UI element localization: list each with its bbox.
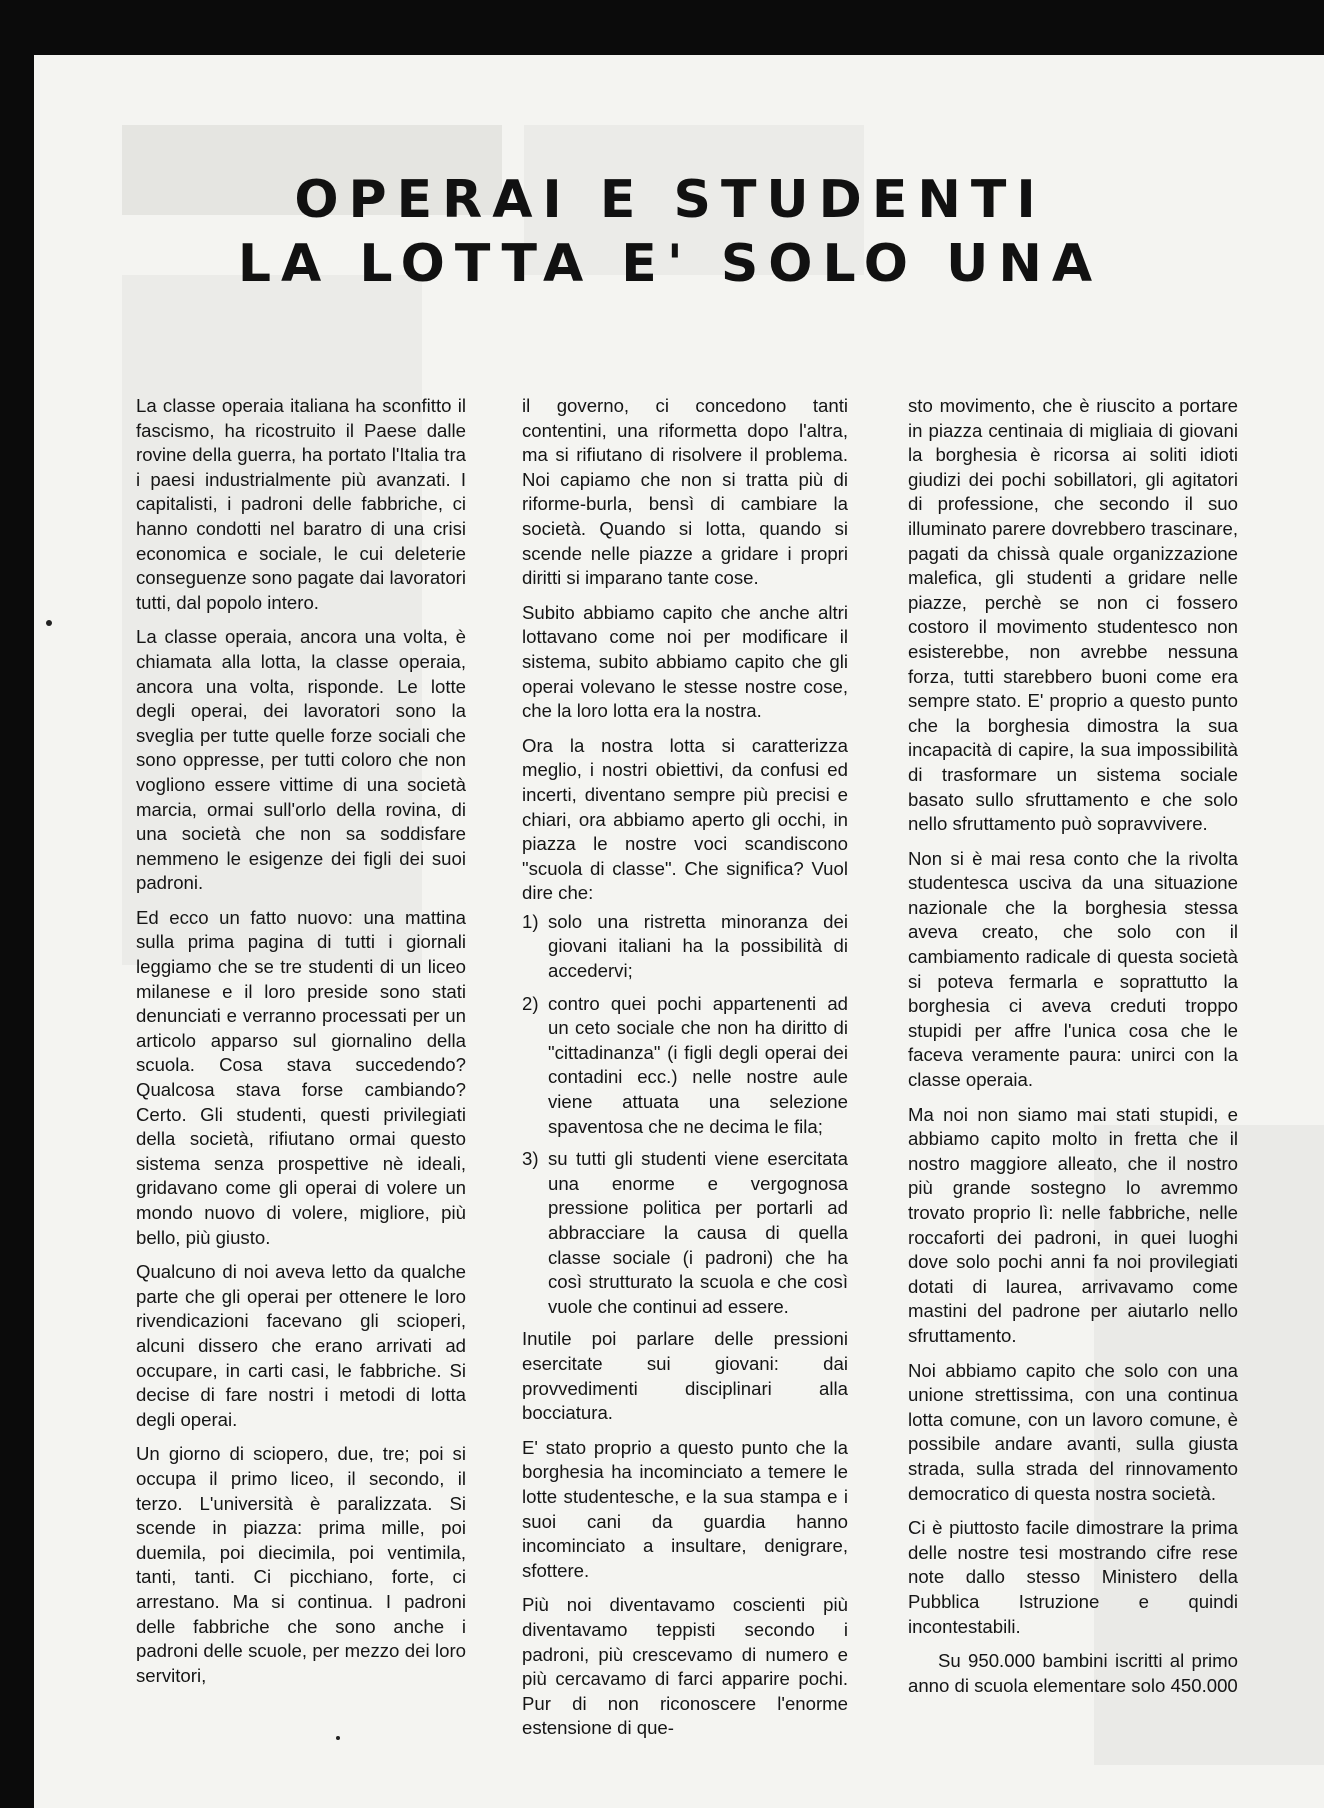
paragraph: Ci è piuttosto facile dimostrare la prima delle nostre tesi mostrando cifre rese note dallo stesso Ministero della Pubblica Istruzione e quindi incontestabili. xyxy=(908,1517,1238,1637)
numbered-list xyxy=(522,910,848,1320)
paragraph: Ora la nostra lotta si caratterizza meglio, i nostri obiettivi, da confusi ed incerti, diventano sempre più precisi e chiari, ora abbiamo aperto gli occhi, in piazza le nostre voci scandiscono "scuola di classe". Che significa? Vuol dire che: xyxy=(522,734,848,904)
paragraph: La classe operaia italiana ha sconfitto il fascismo, ha ricostruito il Paese dalle rovine della guerra, ha portato l'Italia tra i paesi industrialmente più avanzati. I capitalisti, i padroni delle fabbriche, ci hanno condotti nel baratro di una crisi economica e sociale, le cui deleterie conseguenze sono pagate dai lavoratori tutti, dal popolo intero. xyxy=(136,395,466,613)
headline xyxy=(170,168,1170,296)
list-item xyxy=(522,992,848,1140)
column-1 xyxy=(136,394,466,1698)
headline-line-2: LA LOTTA E' SOLO UNA xyxy=(237,234,1103,294)
paragraph: il governo, ci concedono tanti contentini, una riformetta dopo l'altra, ma si rifiutano di risolvere il problema. Noi capiamo che non si tratta più di riforme-burla, bensì di cambiare la società. Quando si lotta, quando si scende nelle piazze a gridare i propri diritti si imparano tante cose. xyxy=(522,395,848,589)
ink-spot xyxy=(336,1736,340,1740)
ink-spot xyxy=(46,620,52,626)
list-item xyxy=(522,1147,848,1319)
paragraph: Noi abbiamo capito che solo con una unione strettissima, con una continua lotta comune, con un lavoro comune, è possibile andare avanti, sulla giusta strada, sulla strada del rinnovamento democratico di questa nostra società. xyxy=(908,1359,1238,1504)
list-number: 3) xyxy=(522,1148,539,1170)
paragraph: La classe operaia, ancora una volta, è chiamata alla lotta, la classe operaia, ancora una volta, risponde. Le lotte degli operai, dei lavoratori sono la sveglia per tutte quelle forze sociali che sono oppresse, per tutti coloro che non vogliono essere vittime di una società marcia, ormai sull'orlo della rovina, di una società che non sa soddisfare nemmeno le esigenze dei figli dei suoi padroni. xyxy=(136,626,466,894)
paragraph: Più noi diventavamo coscienti più diventavamo teppisti secondo i padroni, più crescevamo di numero e più cercavamo di farci apparire pochi. Pur di non riconoscere l'enorme estensione di que- xyxy=(522,1594,848,1739)
list-number: 1) xyxy=(522,910,539,932)
paragraph: E' stato proprio a questo punto che la borghesia ha incominciato a temere le lotte studentesche, e la sua stampa e i suoi cani da guardia hanno incominciato a insultare, denigrare, sfottere. xyxy=(522,1436,848,1581)
paragraph: Ma noi non siamo mai stati stupidi, e abbiamo capito molto in fretta che il nostro maggiore alleato, che il nostro più grande sostegno lo avremmo trovato proprio lì: nelle fabbriche, nelle roccaforti dei padroni, in quei luoghi dove solo pochi anni fa noi provilegiati dotati di laurea, arrivavamo come mastini del padrone per aiutarlo nello sfruttamento. xyxy=(908,1103,1238,1346)
paragraph: Su 950.000 bambini iscritti al primo anno di scuola elementare solo 450.000 xyxy=(908,1650,1238,1696)
column-3 xyxy=(908,394,1238,1708)
list-text: solo una ristretta minoranza dei giovani italiani ha la possibilità di accedervi; xyxy=(548,910,848,982)
paragraph: Subito abbiamo capito che anche altri lottavano come noi per modificare il sistema, subito abbiamo capito che gli operai volevano le stesse nostre cose, che la loro lotta era la nostra. xyxy=(522,601,848,722)
paragraph: Qualcuno di noi aveva letto da qualche parte che gli operai per ottenere le loro rivendicazioni facevano gli scioperi, alcuni dissero che erano arrivati ad occupare, in carti casi, le fabbriche. Si decise di fare nostri i metodi di lotta degli operai. xyxy=(136,1261,466,1430)
paragraph: Inutile poi parlare delle pressioni esercitate sui giovani: dai provvedimenti disciplinari alla bocciatura. xyxy=(522,1328,848,1424)
list-text: contro quei pochi appartenenti ad un ceto sociale che non ha diritto di "cittadinanza" (i figli degli operai dei contadini ecc.) nelle nostre aule viene attuata una selezione spaventosa che ne decima le fila; xyxy=(548,992,848,1137)
paragraph: Un giorno di sciopero, due, tre; poi si occupa il primo liceo, il secondo, il terzo. L'università è paralizzata. Si scende in piazza: prima mille, poi duemila, poi diecimila, poi ventimila, tanti, tanti. Ci picchiano, forte, ci arrestano. Ma si continua. I padroni delle fabbriche che sono anche i padroni delle scuole, per mezzo dei loro servitori, xyxy=(136,1443,466,1686)
list-number: 2) xyxy=(522,992,539,1014)
list-item xyxy=(522,910,848,984)
list-text: su tutti gli studenti viene esercitata una enorme e vergognosa pressione politica per portarli ad abbracciare la causa di quella classe sociale (i padroni) che ha così strutturato la scuola e che così vuole che continui ad essere. xyxy=(548,1148,848,1317)
paragraph: sto movimento, che è riuscito a portare in piazza centinaia di migliaia di giovani la borghesia è ricorsa ai soliti idioti giudizi dei pochi sobillatori, gli agitatori di professione, che secondo il suo illuminato parere dovrebbero trascinare, pagati da chissà quale organizzazione malefica, gli studenti a gridare nelle piazze, perchè se non ci fossero costoro il movimento studentesco non esisterebbe, non avrebbe nessuna forza, tutti starebbero buoni come era sempre stato. E' proprio a questo punto che la borghesia dimostra la sua incapacità di capire, la sua impossibilità di trasformare un sistema sociale basato sullo sfruttamento e che solo nello sfruttamento può sopravvivere. xyxy=(908,395,1238,835)
column-2 xyxy=(522,394,848,1751)
headline-line-1: OPERAI E STUDENTI xyxy=(294,170,1046,230)
paragraph: Non si è mai resa conto che la rivolta studentesca usciva da una situazione nazionale che la borghesia stessa aveva creato, che solo con il cambiamento radicale di questa società si poteva fermarla e soprattutto la borghesia ci aveva creduti troppo stupidi per affre l'unica cosa che le faceva veramente paura: unirci con la classe operaia. xyxy=(908,847,1238,1091)
paragraph: Ed ecco un fatto nuovo: una mattina sulla prima pagina di tutti i giornali leggiamo che se tre studenti di un liceo milanese e il loro preside sono stati denunciati e verranno processati per un articolo apparso sul giornalino della scuola. Cosa stava succedendo? Qualcosa stava forse cambiando? Certo. Gli studenti, questi privilegiati della società, rifiutano ormai questo sistema senza prospettive nè ideali, gridavano come gli operai di volere un mondo nuovo di volere, migliore, più bello, più giusto. xyxy=(136,906,466,1248)
